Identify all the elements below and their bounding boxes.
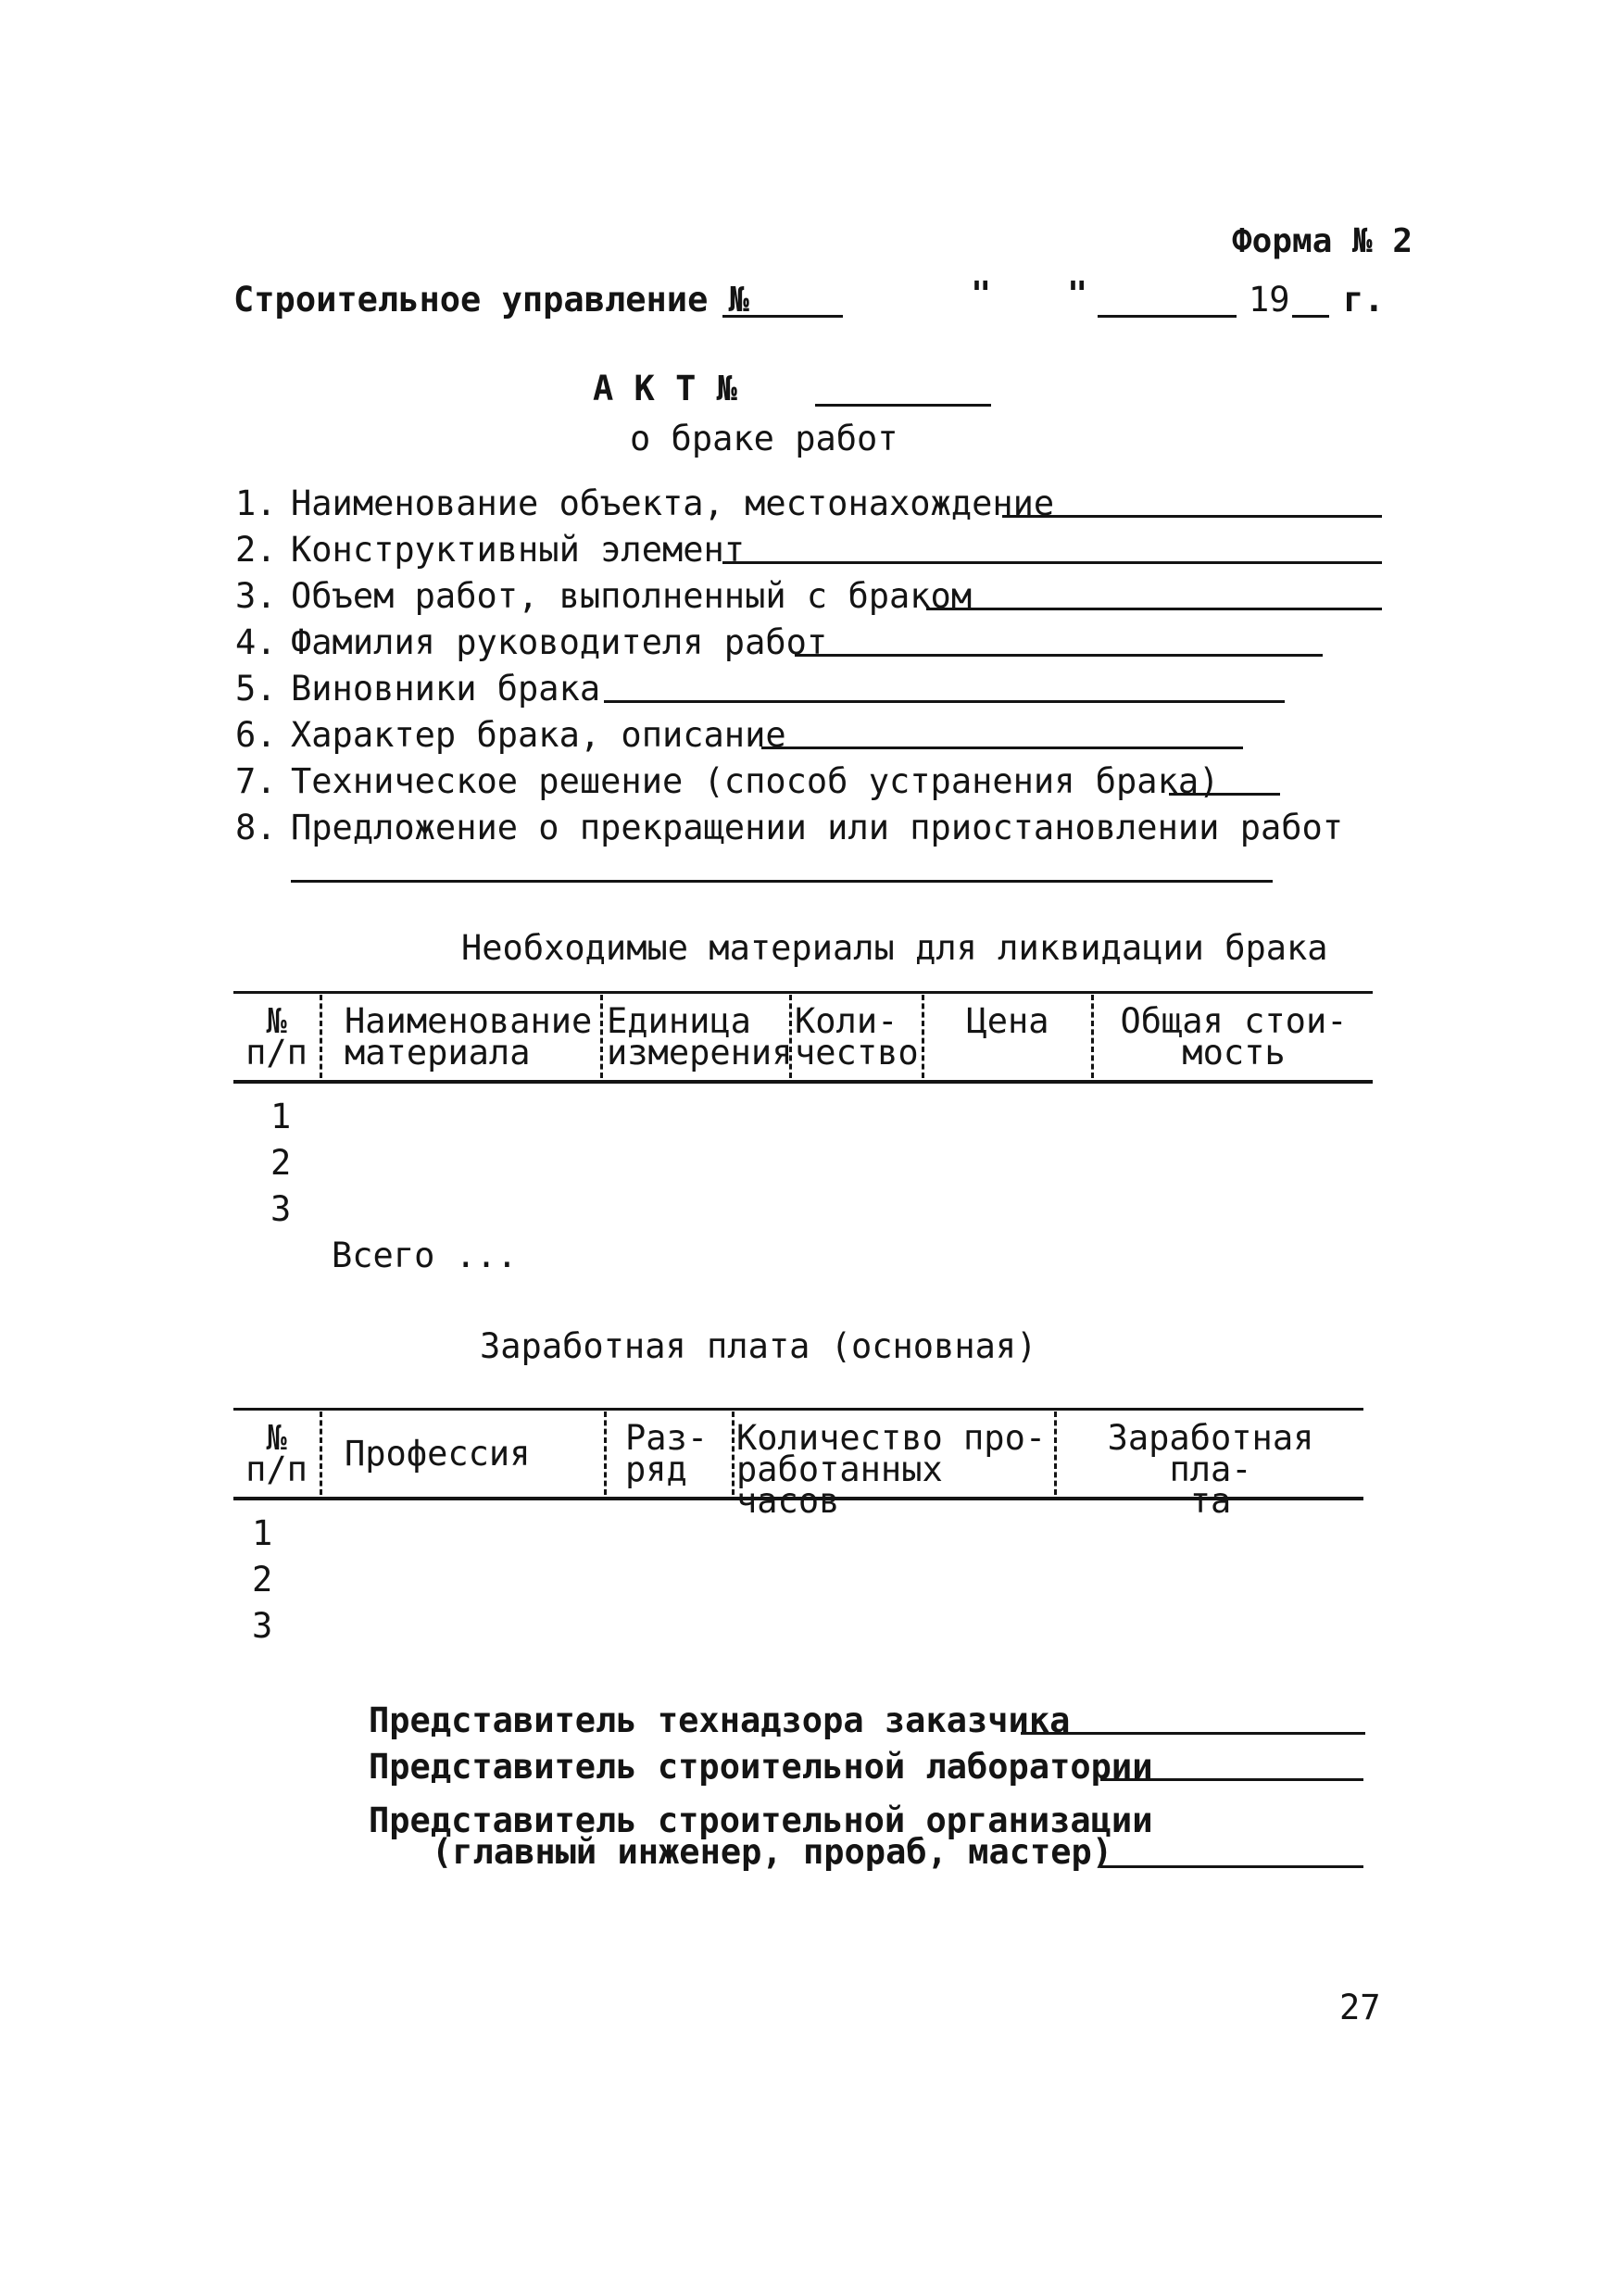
item-5-field[interactable] bbox=[604, 700, 1285, 703]
materials-row-number: 3 bbox=[270, 1189, 292, 1229]
item-6-field[interactable] bbox=[761, 747, 1243, 749]
materials-col-divider bbox=[1091, 995, 1094, 1078]
wages-header-wage: Заработная пла- та bbox=[1107, 1418, 1314, 1521]
item-5-label: Виновники брака bbox=[291, 669, 601, 709]
materials-header-number: № п/п bbox=[245, 1001, 308, 1073]
wages-row-number: 1 bbox=[252, 1513, 273, 1553]
wages-col-divider bbox=[604, 1411, 607, 1495]
signature-lab-label: Представитель строительной лаборатории bbox=[369, 1747, 1153, 1787]
materials-col-divider bbox=[600, 995, 603, 1078]
signature-customer-field[interactable] bbox=[1021, 1732, 1365, 1735]
wages-heading: Заработная плата (основная) bbox=[480, 1326, 1037, 1366]
wages-row-number: 3 bbox=[252, 1606, 273, 1646]
item-3-label: Объем работ, выполненный с браком bbox=[291, 576, 973, 616]
item-7-number: 7. bbox=[235, 761, 277, 801]
materials-row-number: 2 bbox=[270, 1143, 292, 1183]
item-4-label: Фамилия руководителя работ bbox=[291, 622, 828, 662]
item-8-number: 8. bbox=[235, 808, 277, 847]
item-1-label: Наименование объекта, местонахождение bbox=[291, 483, 1055, 523]
item-5-number: 5. bbox=[235, 669, 277, 709]
materials-header-name: Наименование материала bbox=[345, 1001, 593, 1073]
item-4-number: 4. bbox=[235, 622, 277, 662]
item-7-label: Техническое решение (способ устранения брака) bbox=[291, 761, 1220, 801]
item-2-number: 2. bbox=[235, 530, 277, 570]
act-number-field[interactable] bbox=[815, 404, 991, 407]
year-suffix: г. bbox=[1343, 280, 1385, 320]
wages-col-divider bbox=[1054, 1411, 1057, 1495]
item-7-field[interactable] bbox=[1169, 793, 1280, 796]
form-label: Форма № 2 bbox=[1232, 222, 1413, 260]
year-field[interactable] bbox=[1292, 315, 1329, 318]
date-month-field[interactable] bbox=[1098, 315, 1237, 318]
page-number: 27 bbox=[1339, 1988, 1381, 2027]
wages-row-number: 2 bbox=[252, 1560, 273, 1600]
materials-row-number: 1 bbox=[270, 1097, 292, 1136]
org-label: Строительное управление № bbox=[233, 280, 749, 320]
item-2-label: Конструктивный элемент bbox=[291, 530, 746, 570]
materials-total-label: Всего ... bbox=[332, 1236, 518, 1275]
signature-org-label: Представитель строительной организации bbox=[369, 1800, 1153, 1840]
materials-table-header-rule bbox=[233, 1080, 1373, 1084]
signature-org-field[interactable] bbox=[1100, 1865, 1363, 1868]
wages-header-grade: Раз- ряд bbox=[625, 1418, 709, 1489]
quote-close: " bbox=[1067, 274, 1088, 314]
year-prefix: 19 bbox=[1249, 280, 1290, 320]
quote-open: " bbox=[971, 274, 992, 314]
materials-header-total-cost: Общая стои- мость bbox=[1120, 1001, 1348, 1073]
item-3-field[interactable] bbox=[926, 608, 1382, 610]
item-1-number: 1. bbox=[235, 483, 277, 523]
wages-header-profession: Профессия bbox=[345, 1434, 531, 1474]
materials-col-divider bbox=[320, 995, 322, 1078]
wages-header-hours: Количество про- работанных часов bbox=[736, 1418, 1047, 1521]
materials-header-quantity: Коли- чество bbox=[795, 1001, 919, 1073]
org-number-field[interactable] bbox=[722, 315, 843, 318]
signature-org-sublabel: (главный инженер, прораб, мастер) bbox=[432, 1832, 1113, 1872]
item-6-number: 6. bbox=[235, 715, 277, 755]
materials-heading: Необходимые материалы для ликвидации брака bbox=[461, 928, 1328, 968]
act-title: А К Т № bbox=[593, 369, 737, 408]
materials-header-price: Цена bbox=[966, 1001, 1049, 1041]
item-1-field[interactable] bbox=[1002, 515, 1382, 518]
signature-lab-field[interactable] bbox=[1100, 1778, 1363, 1781]
item-3-number: 3. bbox=[235, 576, 277, 616]
signature-customer-label: Представитель технадзора заказчика bbox=[369, 1700, 1071, 1740]
wages-table-top-rule bbox=[233, 1408, 1363, 1411]
item-4-field[interactable] bbox=[795, 654, 1323, 657]
materials-table-top-rule bbox=[233, 991, 1373, 994]
item-6-label: Характер брака, описание bbox=[291, 715, 786, 755]
item-2-field[interactable] bbox=[722, 561, 1382, 564]
act-subtitle: о браке работ bbox=[630, 419, 898, 458]
materials-header-unit: Единица измерения bbox=[607, 1001, 793, 1073]
item-8-label: Предложение о прекращении или приостановлении работ bbox=[291, 808, 1344, 847]
wages-col-divider bbox=[732, 1411, 735, 1495]
wages-col-divider bbox=[320, 1411, 322, 1495]
wages-header-number: № п/п bbox=[245, 1418, 308, 1489]
item-8-continuation-field[interactable] bbox=[291, 880, 1273, 883]
